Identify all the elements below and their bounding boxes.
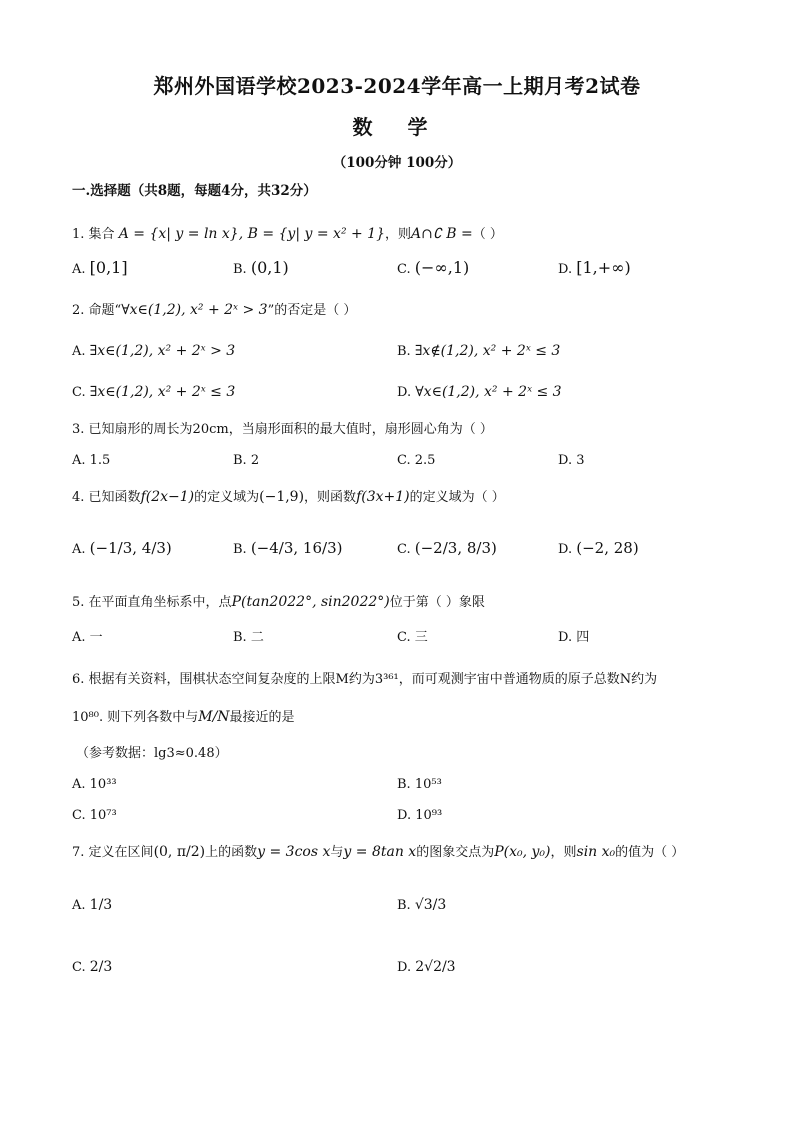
math-expression: f(2x−1) bbox=[140, 489, 195, 505]
math-fraction: M/N bbox=[198, 709, 230, 725]
question-stem: 在平面直角坐标系中，点 bbox=[88, 595, 232, 610]
option-label: A. bbox=[72, 898, 86, 913]
question-5 bbox=[72, 592, 485, 613]
question-6 bbox=[72, 670, 657, 690]
math-expression: A = {x| y = ln x}, B = {y| y = x² + 1} bbox=[118, 226, 385, 242]
math-expression: f(3x+1) bbox=[356, 489, 410, 505]
option-value: [0,1] bbox=[89, 258, 128, 277]
math-expression: ∀x∈(1,2), x² + 2ˣ > 3 bbox=[121, 302, 268, 318]
reference-data: （参考数据：lg3≈0.48） bbox=[76, 746, 228, 761]
option-label: B. bbox=[233, 542, 247, 557]
option-label: A. bbox=[72, 542, 86, 557]
question-stem: 与 bbox=[330, 845, 344, 860]
question-stem: 集合 bbox=[88, 227, 115, 242]
question-6-line-2 bbox=[72, 707, 295, 728]
question-number: 6. bbox=[72, 672, 85, 687]
option-d[interactable] bbox=[397, 382, 562, 403]
option-c[interactable]: C. 10⁷³ bbox=[72, 808, 117, 823]
option-label: D. bbox=[397, 385, 412, 400]
question-stem: （ ） bbox=[472, 227, 503, 242]
option-value: (0,1) bbox=[250, 258, 289, 277]
option-label: C. bbox=[397, 262, 411, 277]
option-value: [1,+∞) bbox=[576, 258, 631, 277]
option-b[interactable]: B. 二 bbox=[233, 630, 264, 645]
option-label: D. bbox=[558, 262, 573, 277]
question-stem: 的值为（ ） bbox=[615, 845, 685, 860]
question-stem: 的图象交点为 bbox=[416, 845, 495, 860]
option-c[interactable] bbox=[397, 538, 497, 560]
option-value: (−2/3, 8/3) bbox=[414, 539, 497, 557]
option-value: 2√2/3 bbox=[415, 959, 456, 975]
question-stem: 已知扇形的周长为20cm，当扇形面积的最大值时，扇形圆心角为（ ） bbox=[88, 422, 493, 437]
math-expression: y = 3cos x bbox=[257, 844, 331, 860]
option-label: A. bbox=[72, 262, 86, 277]
question-stem: 已知函数 bbox=[88, 490, 141, 505]
option-value: ∀x∈(1,2), x² + 2ˣ ≤ 3 bbox=[415, 384, 562, 400]
option-d[interactable] bbox=[558, 258, 631, 280]
option-label: C. bbox=[72, 385, 86, 400]
option-value: ∃x∈(1,2), x² + 2ˣ > 3 bbox=[89, 343, 236, 359]
option-a[interactable] bbox=[72, 341, 235, 362]
question-stem: 10⁸⁰. 则下列各数中与 bbox=[72, 710, 199, 725]
question-stem: 的定义域为 bbox=[194, 490, 260, 505]
question-number: 5. bbox=[72, 595, 85, 610]
option-label: A. bbox=[72, 344, 86, 359]
question-2 bbox=[72, 300, 356, 321]
math-expression: sin x₀ bbox=[576, 844, 616, 860]
option-value: 1/3 bbox=[89, 897, 113, 913]
option-value: √3/3 bbox=[414, 897, 447, 913]
section-heading: 一.选择题（共8题，每题4分，共32分） bbox=[72, 183, 317, 199]
question-stem: ”的否定是（ ） bbox=[267, 303, 357, 318]
question-stem: ，则 bbox=[385, 227, 412, 242]
option-value: (−∞,1) bbox=[414, 258, 470, 277]
option-b[interactable]: B. 10⁵³ bbox=[397, 777, 442, 792]
exam-duration: （100分钟 100分） bbox=[332, 155, 462, 171]
option-d[interactable] bbox=[397, 957, 456, 978]
option-label: C. bbox=[397, 542, 411, 557]
option-a[interactable]: A. 1.5 bbox=[72, 453, 111, 468]
option-d[interactable]: D. 四 bbox=[558, 630, 590, 645]
question-stem: 最接近的是 bbox=[229, 710, 295, 725]
option-c[interactable] bbox=[72, 957, 112, 978]
question-number: 4. bbox=[72, 490, 85, 505]
question-stem: 根据有关资料，围棋状态空间复杂度的上限M约为3³⁶¹，而可观测宇宙中普通物质的原子总数N约为 bbox=[88, 672, 658, 687]
option-a[interactable] bbox=[72, 258, 128, 280]
question-4 bbox=[72, 487, 505, 508]
math-expression: P(tan2022°, sin2022°) bbox=[231, 594, 390, 610]
option-c[interactable]: C. 2.5 bbox=[397, 453, 436, 468]
question-stem: ，则 bbox=[550, 845, 577, 860]
question-number: 3. bbox=[72, 422, 85, 437]
math-expression: A∩∁ B = bbox=[411, 226, 473, 242]
option-label: B. bbox=[233, 262, 247, 277]
option-b[interactable]: B. 2 bbox=[233, 453, 260, 468]
option-value: ∃x∈(1,2), x² + 2ˣ ≤ 3 bbox=[89, 384, 236, 400]
question-stem: 位于第（ ）象限 bbox=[389, 595, 485, 610]
option-value: 2/3 bbox=[89, 959, 113, 975]
option-value: (−2, 28) bbox=[576, 539, 639, 557]
option-b[interactable] bbox=[397, 341, 560, 362]
question-number: 1. bbox=[72, 227, 85, 242]
option-b[interactable] bbox=[233, 258, 289, 280]
option-c[interactable] bbox=[72, 382, 235, 403]
option-a[interactable]: A. 10³³ bbox=[72, 777, 117, 792]
option-c[interactable]: C. 三 bbox=[397, 630, 428, 645]
exam-title: 郑州外国语学校2023-2024学年高一上期月考2试卷 bbox=[153, 74, 641, 98]
option-label: B. bbox=[397, 898, 411, 913]
question-stem: 的定义域为（ ） bbox=[409, 490, 505, 505]
option-c[interactable] bbox=[397, 258, 469, 280]
question-stem: ，则函数 bbox=[304, 490, 357, 505]
subject-title: 数 学 bbox=[352, 115, 442, 139]
math-expression: P(x₀, y₀) bbox=[494, 844, 551, 860]
option-b[interactable] bbox=[397, 895, 446, 916]
question-number: 7. bbox=[72, 845, 85, 860]
option-a[interactable] bbox=[72, 895, 112, 916]
option-value: ∃x∉(1,2), x² + 2ˣ ≤ 3 bbox=[414, 343, 561, 359]
option-d[interactable]: D. 10⁹³ bbox=[397, 808, 443, 823]
option-label: D. bbox=[558, 542, 573, 557]
question-1 bbox=[72, 224, 503, 245]
option-b[interactable] bbox=[233, 538, 342, 560]
option-d[interactable] bbox=[558, 538, 639, 560]
question-stem: 命题“ bbox=[88, 303, 122, 318]
option-label: C. bbox=[72, 960, 86, 975]
option-label: D. bbox=[397, 960, 412, 975]
option-d[interactable]: D. 3 bbox=[558, 453, 585, 468]
math-expression: (0, π/2) bbox=[153, 844, 206, 860]
option-a[interactable] bbox=[72, 538, 172, 560]
question-stem: 定义在区间 bbox=[88, 845, 154, 860]
question-7 bbox=[72, 842, 684, 863]
math-expression: (−1,9) bbox=[259, 489, 305, 505]
math-expression: y = 8tan x bbox=[343, 844, 417, 860]
question-stem: 上的函数 bbox=[205, 845, 258, 860]
option-label: B. bbox=[397, 344, 411, 359]
option-a[interactable]: A. 一 bbox=[72, 630, 103, 645]
option-value: (−4/3, 16/3) bbox=[250, 539, 343, 557]
question-3 bbox=[72, 420, 493, 440]
option-value: (−1/3, 4/3) bbox=[89, 539, 172, 557]
question-number: 2. bbox=[72, 303, 85, 318]
